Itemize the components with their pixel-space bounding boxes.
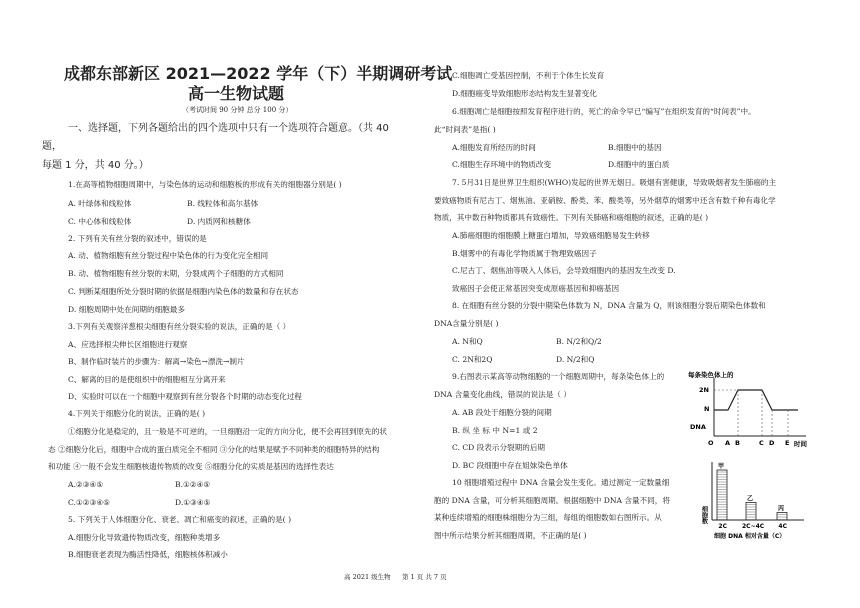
dna-per-chromosome-chart — [688, 368, 828, 450]
q9-option-c: C. CD 段表示分裂期的后期 — [452, 443, 546, 452]
chart2-category-1: 2C~4C — [742, 523, 765, 530]
q5-option-c: C.细胞凋亡受基因控制，不利于个体生长发育 — [452, 71, 605, 80]
chart2-bar-label-1: 乙 — [747, 495, 754, 503]
q9-stem-2: DNA 含量变化曲线，错误的说法是（ ） — [434, 390, 571, 399]
q10-stem-4: 图中所示结果分析其细胞周期，不正确的是( ) — [434, 531, 587, 540]
q3-option-c: C、解离的目的是使组织中的细胞相互分离开来 — [68, 375, 226, 384]
q5-stem: 5. 下列关于人体细胞分化、衰老、凋亡和癌变的叙述，正确的是( ) — [68, 515, 292, 524]
q9-stem-1: 9.右图表示某高等动物细胞的一个细胞周期中，每条染色体上的 — [452, 372, 665, 381]
q3-stem: 3.下列有关观察洋葱根尖细胞有丝分裂实验的说法，正确的是（ ） — [68, 322, 291, 331]
q10-stem-3: 某种连续增殖的细胞株细胞分为三组，每组的细胞数如右图所示。从 — [434, 513, 662, 522]
q1-option-c: C. 中心体和线粒体 — [68, 217, 132, 226]
q6-stem-1: 6.细胞凋亡是细胞按照发育程序进行的，死亡的命令早已“编写”在组织发育的“时间表”中。 — [452, 107, 756, 116]
q2-option-d: D. 细胞周期中处在间期的细胞最多 — [68, 305, 185, 314]
q6-option-b: B.细胞中的基因 — [608, 143, 662, 152]
q9-option-d: D. BC 段细胞中存在姐妹染色单体 — [452, 461, 568, 470]
chart1-xtick-a: A — [725, 439, 731, 447]
q8-option-c: C. 2N和2Q — [452, 355, 493, 364]
q5-option-d: D.细胞癌变导致细胞形态结构发生显著变化 — [452, 89, 597, 98]
q9-option-a: A. AB 段处于细胞分裂的间期 — [452, 408, 552, 417]
chart1-xlabel: 时间 — [794, 440, 807, 448]
cell-dna-bar-chart — [700, 458, 810, 540]
q4-text-1: ①细胞分化是稳定的，且一般是不可逆的，一旦细胞沿一定的方向分化，便不会再回到原先的状 — [68, 427, 387, 436]
q1-option-d: D. 内质网和核糖体 — [187, 217, 251, 226]
chart2-bar-label-2: 丙 — [778, 505, 785, 513]
chart1-xtick-c: C — [759, 439, 764, 447]
q5-option-a: A.细胞分化导致遗传物质改变，细胞种类增多 — [68, 533, 221, 542]
chart1-ytick-2n: 2N — [699, 386, 709, 394]
chart2-bar-0 — [717, 470, 727, 520]
q2-option-b: B. 动、植物细胞有丝分裂的末期，分裂成两个子细胞的方式相同 — [68, 269, 284, 278]
q6-option-c: C.细胞生存环境中的物质改变 — [452, 160, 552, 169]
q2-option-c: C. 判断某细胞所处分裂时期的依据是细胞内染色体的数量和存在状态 — [68, 287, 299, 296]
q6-option-a: A.细胞发育所经历的时间 — [452, 143, 536, 152]
q3-option-d: D、实验时可以在一个细胞中观察到有丝分裂各个时期的动态变化过程 — [68, 392, 302, 401]
q7-stem-1: 7. 5月31日是世界卫生组织(WHO)发起的世界无烟日。吸烟有害健康，导致吸烟者发生肺癌的主 — [452, 178, 777, 187]
section1-line2: 题， — [42, 141, 62, 152]
q9-option-b: B. 纵 坐 标 中 N=1 或 2 — [452, 426, 538, 435]
q1-option-a: A. 叶绿体和线粒体 — [68, 199, 132, 208]
title-line1: 成都东部新区 2021—2022 学年（下）半期调研考试 — [64, 64, 453, 83]
q4-option-c: C.①②③④⑤ — [68, 498, 110, 507]
chart2-xlabel: 细胞 DNA 相对含量（C） — [714, 533, 786, 540]
q8-stem-1: 8. 在细胞有丝分裂的分裂中期染色体数为 N，DNA 含量为 Q，则该细胞分裂后期染色体数和 — [452, 301, 766, 310]
q4-option-b: B.①②④⑤ — [175, 480, 211, 489]
chart2-bar-2 — [777, 513, 787, 521]
q2-stem: 2. 下列有关有丝分裂的叙述中，错误的是 — [68, 234, 207, 243]
q3-option-b: B、制作临时装片的步骤为：解离→染色→漂洗→制片 — [68, 357, 245, 366]
q5-option-b: B.细胞衰老表现为酶活性降低，细胞核体积减小 — [68, 550, 228, 559]
chart1-ylabel-line1: 每条染色体上的 — [688, 371, 734, 379]
q6-stem-2: 此“时间表”是指( ) — [434, 125, 496, 134]
q8-stem-2: DNA含量分别是( ) — [434, 319, 499, 328]
q4-option-a: A.②③④⑤ — [68, 480, 104, 489]
q2-option-a: A. 动、植物细胞有丝分裂过程中染色体的行为变化完全相同 — [68, 251, 269, 260]
q7-option-c: C.尼古丁、烟焦油等吸入人体后，会导致细胞内的基因发生改变 D. — [452, 266, 676, 275]
q7-option-a: A.肺癌细胞的细胞膜上糖蛋白增加，导致癌细胞易发生转移 — [452, 231, 650, 240]
q7-stem-3: 物质，其中数百种物质都具有致癌性。下列有关肺癌和癌细胞的叙述，正确的是( ) — [434, 213, 709, 222]
q10-stem-2: 胞的 DNA 含量，可分析其细胞周期。根据细胞中 DNA 含量不同，将 — [434, 496, 670, 505]
section1-line3: 每题 1 分，共 40 分。） — [42, 160, 149, 171]
q7-option-d: 致癌因子会使正常基因突变成原癌基因和抑癌基因 — [452, 284, 620, 293]
chart1-xtick-e: E — [785, 439, 790, 447]
q8-option-b: B. N/2和Q/2 — [556, 337, 602, 346]
chart1-xtick-b: B — [735, 439, 740, 447]
section1-line1: 一、选择题，下列各题给出的四个选项中只有一个选项符合题意。（共 40 — [68, 123, 389, 134]
chart1-xtick-o: O — [708, 439, 714, 447]
q4-option-d: D.①③④⑤ — [175, 498, 211, 507]
q8-option-d: D. N/2和Q — [556, 355, 595, 364]
title-line2: 高一生物试题 — [188, 84, 285, 103]
q10-stem-1: 10 细胞增殖过程中 DNA 含量会发生变化。通过测定一定数量细 — [452, 478, 670, 487]
chart1-ylabel-line2: DNA — [690, 423, 706, 431]
footer-page: 第 1 页 共 7 页 — [402, 573, 447, 581]
q4-stem: 4.下列关于细胞分化的说法，正确的是( ) — [68, 409, 206, 418]
chart1-curve — [714, 390, 798, 410]
footer-left: 高 2021 级生物 — [344, 573, 391, 581]
q4-text-2: 态 ②细胞分化后，细胞中合成的蛋白质完全不相同 ③分化的结果是赋予不同种类的细胞特异的结构 — [48, 445, 380, 454]
q8-option-a: A. N和Q — [452, 337, 483, 346]
q4-text-3: 和功能 ④一般不会发生细胞核遗传物质的改变 ⑤细胞分化的实质是基因的选择性表达 — [48, 462, 334, 471]
exam-info: （考试时间 90 分钟 总分 100 分） — [182, 106, 293, 114]
chart2-bar-1 — [746, 503, 756, 521]
q7-stem-2: 要致癌物质有尼古丁、烟焦油、亚硝胺、酚类、苯、酸类等，另外烟草的烟雾中还含有数千种有毒化学 — [434, 196, 776, 205]
chart2-category-0: 2C — [718, 523, 727, 530]
chart2-ylabel: 细胞数 — [700, 506, 708, 524]
q1-option-b: B. 线粒体和高尔基体 — [187, 199, 259, 208]
chart1-xtick-d: D — [769, 439, 775, 447]
chart2-category-2: 4C — [778, 523, 787, 530]
chart2-bar-label-0: 甲 — [718, 463, 725, 470]
q7-option-b: B.烟雾中的有毒化学物质属于物理致癌因子 — [452, 249, 597, 258]
q6-option-d: D.细胞中的蛋白质 — [608, 160, 670, 169]
q3-option-a: A、应选择根尖伸长区细胞进行观察 — [68, 340, 188, 349]
chart1-ytick-n: N — [704, 405, 710, 413]
q1-stem: 1.在高等植物细胞周期中，与染色体的运动和细胞板的形成有关的细胞器分别是( ) — [68, 180, 342, 189]
